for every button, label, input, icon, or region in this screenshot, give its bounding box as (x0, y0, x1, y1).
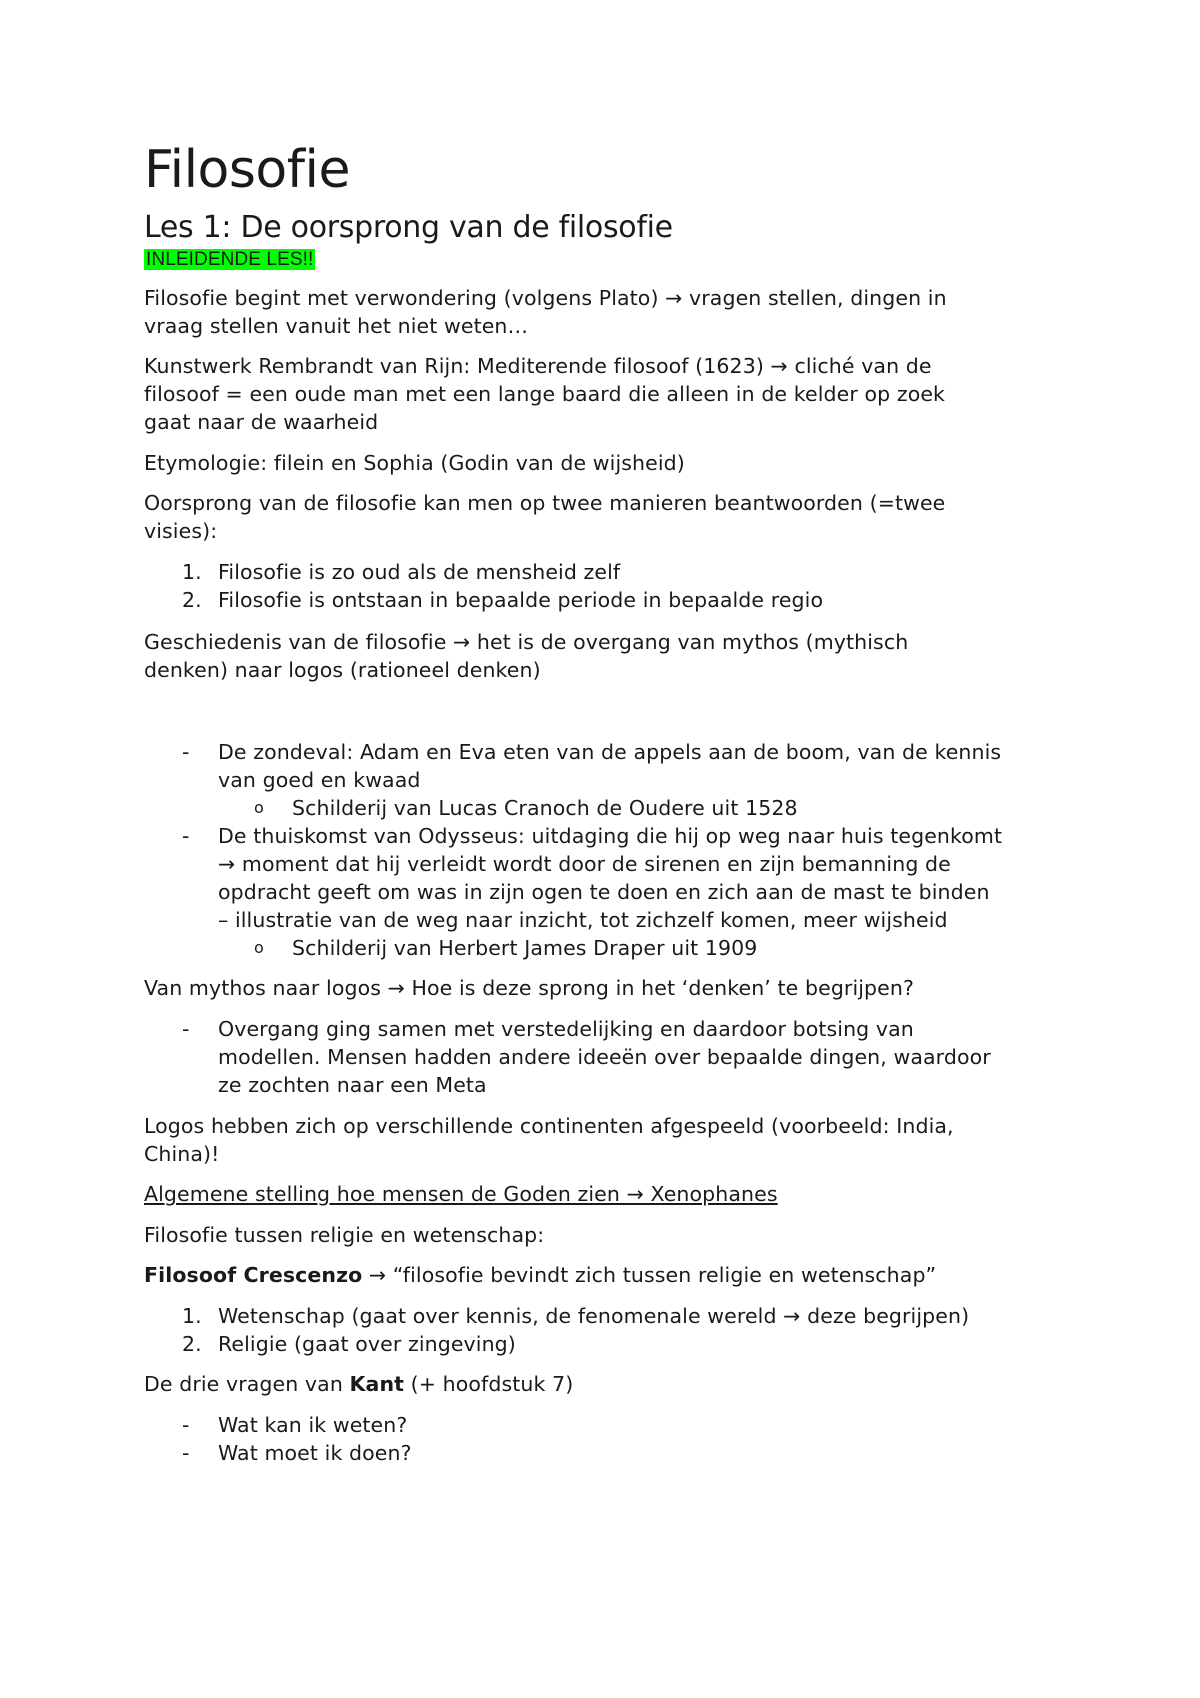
text-segment: (+ hoofdstuk 7) (404, 1372, 574, 1396)
paragraph-line: Oorsprong van de filosofie kan men op twee manieren beantwoorden (=twee (144, 491, 946, 515)
paragraph-line: Kunstwerk Rembrandt van Rijn: Mediterende filosoof (1623) → cliché van de (144, 354, 932, 378)
highlight-line (144, 244, 315, 274)
sub-bullet-text: Schilderij van Herbert James Draper uit 1909 (292, 936, 758, 960)
bullet-item (144, 738, 1074, 766)
bullet-text: Wat kan ik weten? (218, 1413, 408, 1437)
dash-marker: - (182, 740, 190, 764)
paragraph-line: denken) naar logos (rationeel denken) (144, 658, 541, 682)
list-text: Filosofie is ontstaan in bepaalde periode in bepaalde regio (218, 588, 824, 612)
list-number: 1. (182, 1304, 202, 1328)
paragraph-line: Geschiedenis van de filosofie → het is de overgang van mythos (mythisch (144, 630, 909, 654)
paragraph-line: Filosofie tussen religie en wetenschap: (144, 1223, 545, 1247)
list-number: 2. (182, 1332, 202, 1356)
bullet-item (144, 1439, 1074, 1467)
paragraph-line: China)! (144, 1142, 220, 1166)
bullet-continuation (144, 1071, 1074, 1099)
paragraph-line: gaat naar de waarheid (144, 410, 379, 434)
bullet-text: modellen. Mensen hadden andere ideeën over bepaalde dingen, waardoor (218, 1045, 991, 1069)
paragraph-line: Logos hebben zich op verschillende continenten afgespeeld (voorbeeld: India, (144, 1114, 954, 1138)
list-item (144, 586, 1074, 614)
bullet-text: De zondeval: Adam en Eva eten van de appels aan de boom, van de kennis (218, 740, 1002, 764)
paragraph-line: filosoof = een oude man met een lange baard die alleen in de kelder op zoek (144, 382, 946, 406)
paragraph-line: vraag stellen vanuit het niet weten… (144, 314, 529, 338)
list-number: 1. (182, 560, 202, 584)
document-title: Filosofie (144, 140, 350, 200)
bullet-item (144, 822, 1074, 850)
bullet-continuation (144, 906, 1074, 934)
bullet-continuation (144, 1043, 1074, 1071)
dash-marker: - (182, 1413, 190, 1437)
paragraph-line: Van mythos naar logos → Hoe is deze sprong in het ‘denken’ te begrijpen? (144, 976, 914, 1000)
sub-bullet-item (144, 794, 1074, 822)
paragraph-line: Filosofie begint met verwondering (volgens Plato) → vragen stellen, dingen in (144, 286, 947, 310)
bold-name: Kant (349, 1372, 405, 1396)
highlighted-text: INLEIDENDE LES!! (146, 249, 314, 270)
bullet-text: opdracht geeft om was in zijn ogen te doen en zich aan de mast te binden (218, 880, 990, 904)
circle-marker: o (254, 938, 264, 957)
paragraph-line (144, 1370, 573, 1398)
dash-marker: - (182, 824, 190, 848)
bullet-item (144, 1411, 1074, 1439)
text-segment: De drie vragen van (144, 1372, 350, 1396)
sub-bullet-item (144, 934, 1074, 962)
dash-marker: - (182, 1017, 190, 1041)
bullet-continuation (144, 878, 1074, 906)
bullet-text: Wat moet ik doen? (218, 1441, 412, 1465)
bullet-text: → moment dat hij verleidt wordt door de sirenen en zijn bemanning de (218, 852, 951, 876)
quote-text: → “filosofie bevindt zich tussen religie en wetenschap” (362, 1263, 937, 1287)
list-number: 2. (182, 588, 202, 612)
sub-bullet-text: Schilderij van Lucas Cranoch de Oudere uit 1528 (292, 796, 798, 820)
bullet-text: De thuiskomst van Odysseus: uitdaging die hij op weg naar huis tegenkomt (218, 824, 1003, 848)
bullet-item (144, 1015, 1074, 1043)
bullet-text: – illustratie van de weg naar inzicht, tot zichzelf komen, meer wijsheid (218, 908, 948, 932)
list-item (144, 1302, 1074, 1330)
underlined-heading: Algemene stelling hoe mensen de Goden zien → Xenophanes (144, 1182, 778, 1206)
list-text: Religie (gaat over zingeving) (218, 1332, 516, 1356)
lesson-heading: Les 1: De oorsprong van de filosofie (144, 210, 673, 245)
bullet-text: van goed en kwaad (218, 768, 421, 792)
circle-marker: o (254, 798, 264, 817)
bullet-text: Overgang ging samen met verstedelijking en daardoor botsing van (218, 1017, 914, 1041)
list-text: Filosofie is zo oud als de mensheid zelf (218, 560, 621, 584)
paragraph-line: Etymologie: filein en Sophia (Godin van de wijsheid) (144, 451, 685, 475)
paragraph-line: visies): (144, 519, 218, 543)
bold-name: Filosoof Crescenzo (144, 1263, 363, 1287)
list-text: Wetenschap (gaat over kennis, de fenomenale wereld → deze begrijpen) (218, 1304, 970, 1328)
bullet-continuation (144, 766, 1074, 794)
bullet-text: ze zochten naar een Meta (218, 1073, 487, 1097)
bullet-continuation (144, 850, 1074, 878)
list-item (144, 558, 1074, 586)
paragraph-line (144, 1261, 936, 1289)
dash-marker: - (182, 1441, 190, 1465)
list-item (144, 1330, 1074, 1358)
